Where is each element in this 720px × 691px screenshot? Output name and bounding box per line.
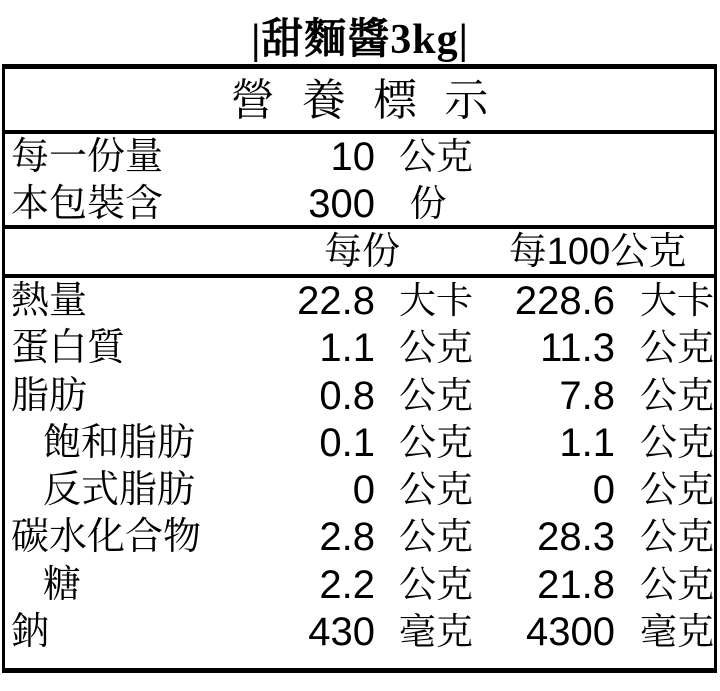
per-100g-unit: 公克: [640, 328, 714, 370]
per-100g-value: 0: [592, 468, 615, 512]
nutrition-row-calories: [5, 278, 714, 325]
per-serving-value: 2.2: [319, 562, 375, 607]
nutrient-label: 脂肪: [11, 374, 88, 417]
per-serving-value: 22.8: [297, 279, 375, 323]
per-100g-column-header: 每100公克: [508, 231, 687, 273]
spacer: [5, 229, 275, 276]
nutrition-row-saturated-fat: [5, 420, 714, 467]
per-serving-value: 0.1: [319, 420, 375, 465]
servings-per-package-value: 300: [308, 182, 375, 226]
per-serving-value: 1.1: [319, 326, 375, 371]
nutrition-row-sodium: [5, 609, 714, 656]
per-100g-unit: 公克: [640, 564, 714, 606]
per-100g-value: 228.6: [514, 279, 615, 323]
nutrition-row-sugar: [5, 562, 714, 609]
per-serving-unit: 公克: [399, 470, 473, 511]
nutrient-label: 糖: [43, 563, 82, 606]
per-100g-value: 1.1: [559, 420, 615, 465]
nutrient-label: 碳水化合物: [11, 516, 202, 559]
nutrient-label: 反式脂肪: [43, 469, 196, 511]
serving-size-unit: 公克: [399, 137, 473, 178]
nutrient-label: 飽和脂肪: [43, 421, 196, 464]
spacer: [481, 134, 714, 181]
nutrient-label: 鈉: [11, 610, 50, 653]
per-serving-value: 430: [308, 609, 375, 654]
serving-info-section: [5, 134, 714, 229]
per-serving-value: 2.8: [319, 515, 375, 560]
per-100g-value: 11.3: [540, 326, 615, 371]
nutrient-label: 熱量: [11, 280, 88, 322]
servings-per-package-row: [5, 181, 714, 228]
per-serving-value: 0.8: [319, 373, 375, 418]
per-serving-unit: 公克: [399, 517, 473, 559]
per-serving-unit: 大卡: [399, 281, 473, 322]
serving-size-label: 每一份量: [11, 136, 164, 178]
serving-size-value: 10: [330, 135, 375, 179]
serving-size-row: [5, 134, 714, 181]
per-serving-unit: 公克: [399, 375, 473, 417]
per-serving-unit: 公克: [399, 564, 473, 606]
servings-per-package-label: 本包裝含: [11, 183, 164, 225]
per-100g-value: 7.8: [559, 373, 615, 418]
nutrition-row-protein: [5, 325, 714, 372]
nutrient-rows-section: [5, 278, 714, 656]
per-100g-unit: 公克: [640, 375, 714, 417]
per-100g-unit: 公克: [640, 422, 714, 464]
servings-per-package-unit: 份: [409, 184, 447, 225]
per-serving-unit: 公克: [399, 328, 473, 370]
per-serving-unit: 毫克: [399, 611, 473, 653]
nutrition-row-carbohydrate: [5, 514, 714, 561]
product-title: |甜麵醬3kg|: [251, 17, 469, 63]
nutrition-row-fat: [5, 373, 714, 420]
per-serving-column-header: 每份: [323, 231, 400, 273]
per-serving-unit: 公克: [399, 422, 473, 464]
spacer: [481, 181, 714, 228]
per-100g-unit: 公克: [640, 517, 714, 559]
per-100g-value: 28.3: [537, 515, 615, 560]
column-headers-row: [5, 229, 714, 278]
per-100g-unit: 大卡: [640, 281, 714, 322]
nutrition-label-heading: 營養標示: [5, 69, 714, 134]
nutrient-label: 蛋白質: [11, 327, 126, 370]
per-100g-unit: 公克: [640, 470, 714, 511]
per-100g-value: 4300: [526, 609, 615, 654]
per-serving-value: 0: [352, 468, 375, 512]
per-100g-unit: 毫克: [640, 611, 714, 653]
nutrition-facts-table: [2, 64, 717, 673]
per-100g-value: 21.8: [537, 562, 615, 607]
nutrition-row-trans-fat: [5, 467, 714, 514]
